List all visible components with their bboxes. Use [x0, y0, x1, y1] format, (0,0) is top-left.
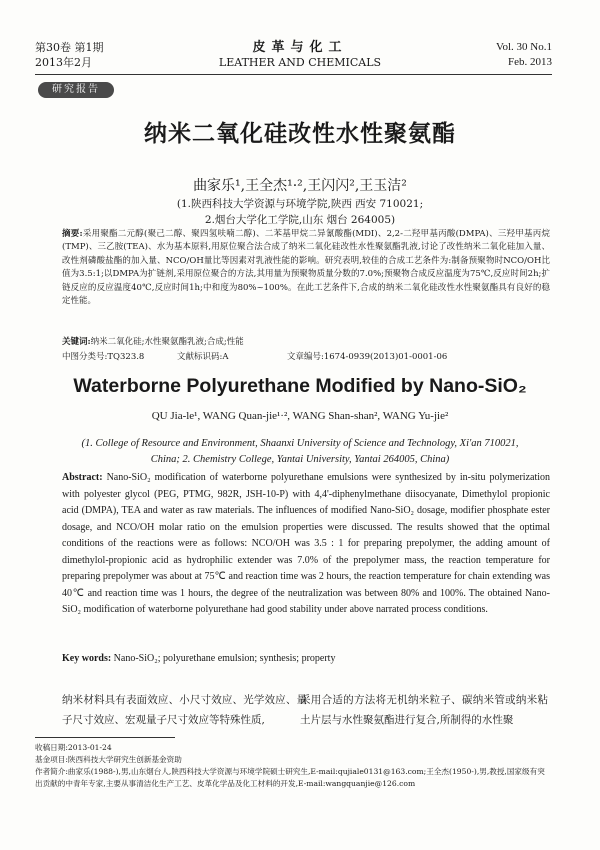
- journal-name-en: LEATHER AND CHEMICALS: [218, 56, 382, 69]
- volume-issue-cn: 第30卷 第1期: [35, 41, 104, 54]
- affiliation-cn-line: 2.烟台大学化工学院,山东 烟台 264005): [204, 214, 396, 226]
- body-text-left: 纳米材料具有表面效应、小尺寸效应、光学效应、量子尺寸效应、宏观量子尺寸效应等特殊性质,: [62, 694, 307, 726]
- title-en: Waterborne Polyurethane Modified by Nano-SiO₂: [73, 375, 527, 397]
- abstract-en: [62, 470, 550, 619]
- body-text-right: 采用合适的方法将无机纳米粒子、碳纳米管或纳米粘土片层与水性聚氨酯进行复合,所制得的水性聚: [300, 694, 548, 726]
- authors-cn: 曲家乐¹,王全杰¹·²,王闪闪²,王玉洁²: [193, 178, 407, 194]
- keywords-cn-text: 纳米二氧化硅;水性聚氨酯乳液;合成;性能: [90, 337, 244, 347]
- date-cn: 2013年2月: [35, 56, 92, 69]
- article-number: 文章编号:1674-0939(2013)01-0001-06: [287, 352, 448, 362]
- section-tag: 研究报告: [38, 82, 114, 98]
- authors-en: QU Jia-le¹, WANG Quan-jie¹·², WANG Shan-shan², WANG Yu-jie²: [151, 410, 449, 422]
- keywords-en-text: Nano-SiO₂; polyurethane emulsion; synthesis; property: [113, 653, 336, 664]
- affiliation-cn: [0, 196, 600, 228]
- author-bio: 作者简介:曲家乐(1988-),男,山东烟台人,陕西科技大学资源与环境学院硕士研究生,E-mail:qujiale0131@163.com;王全杰(1950-),男,教授,国家级有突出贡献的中青年专家,主要从事清洁化生产工艺、皮革化学品及化工材料的开发,E-mail:wangquanjie@126.com: [35, 767, 545, 788]
- keywords-cn-label: 关键词:: [62, 337, 91, 347]
- affiliation-en: (1. College of Resource and Environment, Shaanxi University of Science and Technology, Xi'an 710021, China; 2. Chemistry College, Yantai University, Yantai 264005, China): [81, 438, 519, 465]
- footnote-rule: [35, 737, 175, 738]
- footnotes: [35, 742, 547, 790]
- affiliation-cn-line: (1.陕西科技大学资源与环境学院,陕西 西安 710021;: [176, 198, 424, 210]
- abstract-en-text: Nano-SiO₂ modification of waterborne polyurethane emulsions were synthesized by in-situ polymerization with polyester glycol (PEG, PTMG, 982R, JSH-10-P) with 4,4'-diphenylmethane diisocyanate, Dimethylol propionic acid (DMPA), TEA and water as raw materials. The influences of modified Nano-SiO₂ dosage, modifier phosphate ester dosage, and NCO/OH molar ratio on the emulsion properties were discussed. The results showed that the optimal conditions of the reactions were as follows: NCO/OH was 3.5 : 1 for preparing prepolymer, the adding amount of dimethylol-propionic acid as hydrophilic extender was 7.0% of the prepolymer mass, the reaction temperature for preparing prepolymer was about at 75℃ and reaction time was 2 hours, the reaction temperature for chain extending was 40℃ and reaction time was 1 hours, the degree of the neutralization was between 80% and 100%. The obtained Nano-SiO₂ modification of waterborne polyurethane had good stability under above narrated process conditions.: [62, 472, 550, 615]
- received-date: 收稿日期:2013-01-24: [35, 743, 112, 752]
- abstract-cn: [62, 228, 550, 308]
- abstract-cn-label: 摘要:: [62, 229, 83, 239]
- abstract-en-label: Abstract:: [62, 472, 103, 483]
- journal-name-cn: 皮革与化工: [252, 40, 348, 55]
- header-rule: [35, 74, 552, 75]
- abstract-cn-text: 采用聚酯二元醇(聚己二醇、聚四氢呋喃二醇)、二苯基甲烷二异氰酸酯(MDI)、2,2-二羟甲基丙酸(DMPA)、三羟甲基丙烷(TMP)、三乙胺(TEA)、水为基本原料,用原位聚合法合成了纳米二氧化硅改性水性聚氨酯乳液,讨论了改性纳米二氧化硅加入量、改性剂磷酸盐酯的加入量、NCO/OH量比等因素对乳液性能的影响。研究表明,较佳的合成工艺条件为:制备预聚物时NCO/OH比值为3.5:1;以DMPA为扩链剂,采用原位聚合的方法,其用量为预聚物质量分数的7.0%;预聚物合成反应温度为75℃,反应时间2h;扩链反应的反应温度40℃,反应时间1h;中和度为80%~100%。在此工艺条件下,合成的纳米二氧化硅改性水性聚氨酯具有良好的稳定性能。: [62, 229, 551, 307]
- title-cn: 纳米二氧化硅改性水性聚氨酯: [144, 121, 456, 147]
- document-code: 文献标识码:A: [177, 352, 229, 362]
- clc-number: 中图分类号:TQ323.8: [62, 352, 145, 362]
- keywords-en: [62, 653, 335, 664]
- volume-issue-en: Vol. 30 No.1: [495, 41, 552, 53]
- date-en: Feb. 2013: [508, 56, 552, 68]
- keywords-cn: [62, 335, 244, 347]
- header-right: [496, 40, 552, 70]
- fund-info: 基金项目:陕西科技大学研究生创新基金资助: [35, 755, 182, 764]
- keywords-en-label: Key words:: [62, 653, 112, 664]
